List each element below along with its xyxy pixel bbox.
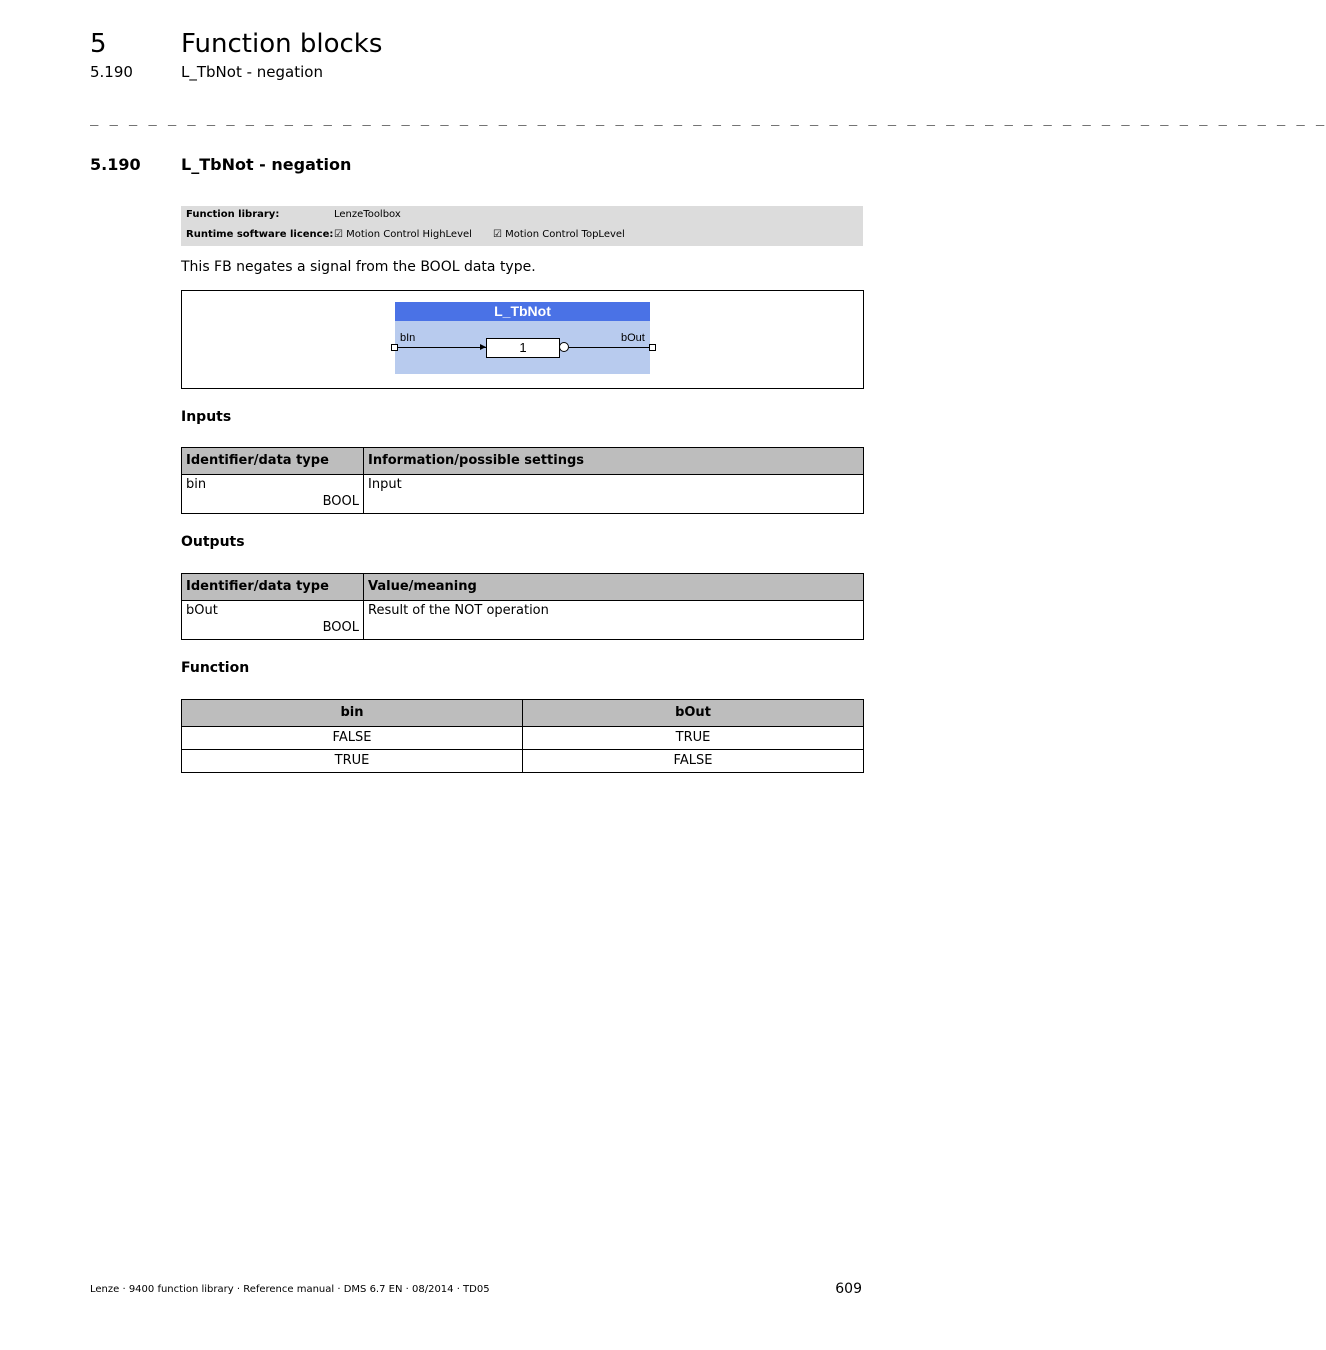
column-header: Value/meaning — [364, 574, 864, 601]
column-header: Identifier/data type — [182, 574, 364, 601]
licence-option-toplevel: ☑ Motion Control TopLevel — [493, 229, 625, 240]
identifier-cell — [182, 475, 364, 514]
licence-option-highlevel: ☑ Motion Control HighLevel — [334, 229, 472, 240]
identifier-cell — [182, 601, 364, 640]
data-type: BOOL — [322, 494, 359, 509]
input-port-label: bIn — [400, 332, 416, 344]
table-header-row — [182, 700, 864, 727]
negation-bubble — [559, 342, 569, 352]
info-cell: Result of the NOT operation — [364, 601, 864, 640]
input-line — [395, 347, 486, 348]
table-row — [182, 727, 864, 750]
runtime-label: Runtime software licence: — [186, 229, 334, 240]
table-row — [182, 475, 864, 514]
chapter-number: 5 — [90, 29, 107, 59]
running-section-number: 5.190 — [90, 63, 133, 81]
inputs-table — [181, 447, 864, 514]
column-header: bin — [182, 700, 523, 727]
function-heading: Function — [181, 660, 250, 676]
identifier-name: bin — [186, 477, 207, 492]
column-header: bOut — [523, 700, 864, 727]
footer-text: Lenze · 9400 function library · Reference manual · DMS 6.7 EN · 08/2014 · TD05 — [90, 1284, 490, 1295]
table-cell: TRUE — [182, 750, 523, 773]
licence-box — [181, 206, 863, 246]
not-operator-box: 1 — [486, 338, 560, 358]
section-number: 5.190 — [90, 155, 141, 174]
info-cell: Input — [364, 475, 864, 514]
table-header-row — [182, 448, 864, 475]
function-table — [181, 699, 864, 773]
table-row — [182, 750, 864, 773]
page-number: 609 — [835, 1281, 862, 1297]
output-port-label: bOut — [621, 332, 645, 344]
table-cell: FALSE — [523, 750, 864, 773]
identifier-name: bOut — [186, 603, 218, 618]
output-line — [569, 347, 650, 348]
table-header-row — [182, 574, 864, 601]
inputs-heading: Inputs — [181, 409, 232, 425]
output-pin — [649, 344, 656, 351]
library-value: LenzeToolbox — [334, 209, 401, 220]
chapter-title: Function blocks — [181, 29, 383, 59]
outputs-heading: Outputs — [181, 534, 245, 550]
table-cell: FALSE — [182, 727, 523, 750]
outputs-table — [181, 573, 864, 640]
input-pin — [391, 344, 398, 351]
section-title: L_TbNot - negation — [181, 155, 352, 174]
block-title: L_TbNot — [395, 302, 650, 321]
column-header: Information/possible settings — [364, 448, 864, 475]
header-separator: _ _ _ _ _ _ _ _ _ _ _ _ _ _ _ _ _ _ _ _ _ _ _ _ _ _ _ _ _ _ _ _ _ _ _ _ _ _ _ _ _ _ _ _ _ _ _ _ _ _ _ _ _ _ _ _ _ _ _ _ _ _ _ _ — [90, 110, 1326, 126]
table-row — [182, 601, 864, 640]
running-section-title: L_TbNot - negation — [181, 63, 323, 81]
data-type: BOOL — [322, 620, 359, 635]
column-header: Identifier/data type — [182, 448, 364, 475]
intro-text: This FB negates a signal from the BOOL data type. — [181, 259, 536, 275]
function-block-diagram — [181, 290, 864, 389]
table-cell: TRUE — [523, 727, 864, 750]
library-label: Function library: — [186, 209, 280, 220]
